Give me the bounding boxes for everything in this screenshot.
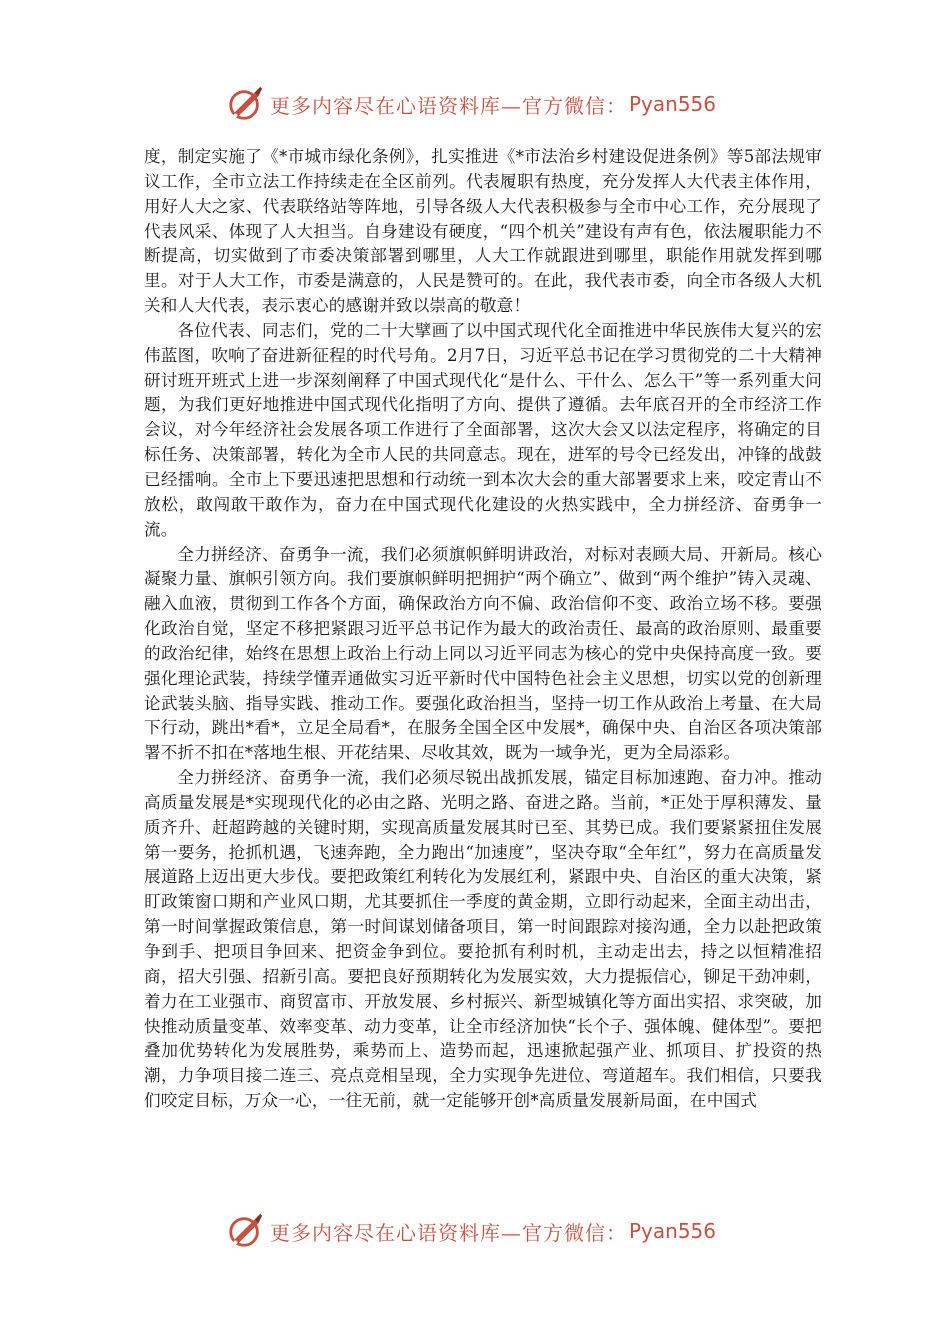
watermark-text: 更多内容尽在心语资料库—官方微信： [270, 1220, 627, 1245]
watermark-header [226, 84, 726, 124]
paragraph-2: 各位代表、同志们，党的二十大擘画了以中国式现代化全面推进中华民族伟大复兴的宏伟蓝图，吹响了奋进新征程的时代号角。2月7日，习近平总书记在学习贯彻党的二十大精神研讨班开班式上进一步深刻阐释了中国式现代化“是什么、干什么、怎么干”等一系列重大问题，为我们更好地推进中国式现代化指明了方向、提供了遵循。去年底召开的全市经济工作会议，对今年经济社会发展各项工作进行了全面部署，这次大会又以法定程序，将确定的目标任务、决策部署，转化为全市人民的共同意志。现在，进军的号令已经发出，冲锋的战鼓已经擂响。全市上下要迅速把思想和行动统一到本次大会的重大部署要求上来，咬定青山不放松，敢闯敢干敢作为，奋力在中国式现代化建设的火热实践中，全力拼经济、奋勇争一流。 [144, 320, 822, 539]
pen-logo-icon [226, 85, 264, 123]
document-body [144, 145, 822, 1114]
watermark-wechat-id: Pyan556 [629, 1219, 717, 1243]
watermark-footer [226, 1211, 726, 1251]
paragraph-3: 全力拼经济、奋勇争一流，我们必须旗帜鲜明讲政治，对标对表顾大局、开新局。核心凝聚力量、旗帜引领方向。我们要旗帜鲜明把拥护“两个确立”、做到“两个维护”铸入灵魂、融入血液，贯彻到工作各个方面，确保政治方向不偏、政治信仰不变、政治立场不移。要强化政治自觉，坚定不移把紧跟习近平总书记作为最大的政治责任、最高的政治原则、最重要的政治纪律，始终在思想上政治上行动上同以习近平同志为核心的党中央保持高度一致。要强化理论武装，持续学懂弄通做实习近平新时代中国特色社会主义思想，切实以党的创新理论武装头脑、指导实践、推动工作。要强化政治担当，坚持一切工作从政治上考量、在大局下行动，跳出*看*，立足全局看*，在服务全国全区中发展*，确保中央、自治区各项决策部署不折不扣在*落地生根、开花结果、尽收其效，既为一域争光，更为全局添彩。 [144, 544, 822, 763]
paragraph-1: 度，制定实施了《*市城市绿化条例》，扎实推进《*市法治乡村建设促进条例》等5部法规审议工作，全市立法工作持续走在全区前列。代表履职有热度，充分发挥人大代表主体作用，用好人大之家、代表联络站等阵地，引导各级人大代表积极参与全市中心工作，充分展现了代表风采、体现了人大担当。自身建设有硬度，“四个机关”建设有声有色，依法履职能力不断提高，切实做到了市委决策部署到哪里，人大工作就跟进到哪里，职能作用就发挥到哪里。对于人大工作，市委是满意的，人民是赞可的。在此，我代表市委，向全市各级人大机关和人大代表，表示衷心的感谢并致以崇高的敬意！ [144, 147, 822, 316]
paragraph-4: 全力拼经济、奋勇争一流，我们必须尽锐出战抓发展，锚定目标加速跑、奋力冲。推动高质量发展是*实现现代化的必由之路、光明之路、奋进之路。当前，*正处于厚积薄发、量质齐升、赶超跨越的关键时期，实现高质量发展其时已至、其势已成。我们要紧紧扭住发展第一要务，抢抓机遇，飞速奔跑，全力跑出“加速度”，坚决夺取“全年红”，努力在高质量发展道路上迈出更大步伐。要把政策红利转化为发展红利，紧跟中央、自治区的重大决策，紧盯政策窗口期和产业风口期，尤其要抓住一季度的黄金期，立即行动起来，全面主动出击，第一时间掌握政策信息，第一时间谋划储备项目，第一时间跟踪对接沟通，全力以赴把政策争到手、把项目争回来、把资金争到位。要抢抓有利时机，主动走出去，持之以恒精准招商，招大引强、招新引高。要把良好预期转化为发展实效，大力提振信心，铆足干劲冲刺，着力在工业强市、商贸富市、开放发展、乡村振兴、新型城镇化等方面出实招、求突破，加快推动质量变革、效率变革、动力变革，让全市经济加快“长个子、强体魄、健体型”。要把叠加优势转化为发展胜势，乘势而上、造势而起，迅速掀起强产业、抓项目、扩投资的热潮，力争项目接二连三、亮点竞相呈现，全力实现争先进位、弯道超车。我们相信，只要我们咬定目标，万众一心，一往无前，就一定能够开创*高质量发展新局面，在中国式 [144, 768, 822, 1111]
pen-logo-icon [226, 1212, 264, 1250]
watermark-text: 更多内容尽在心语资料库—官方微信： [270, 93, 627, 118]
watermark-wechat-id: Pyan556 [629, 92, 717, 116]
